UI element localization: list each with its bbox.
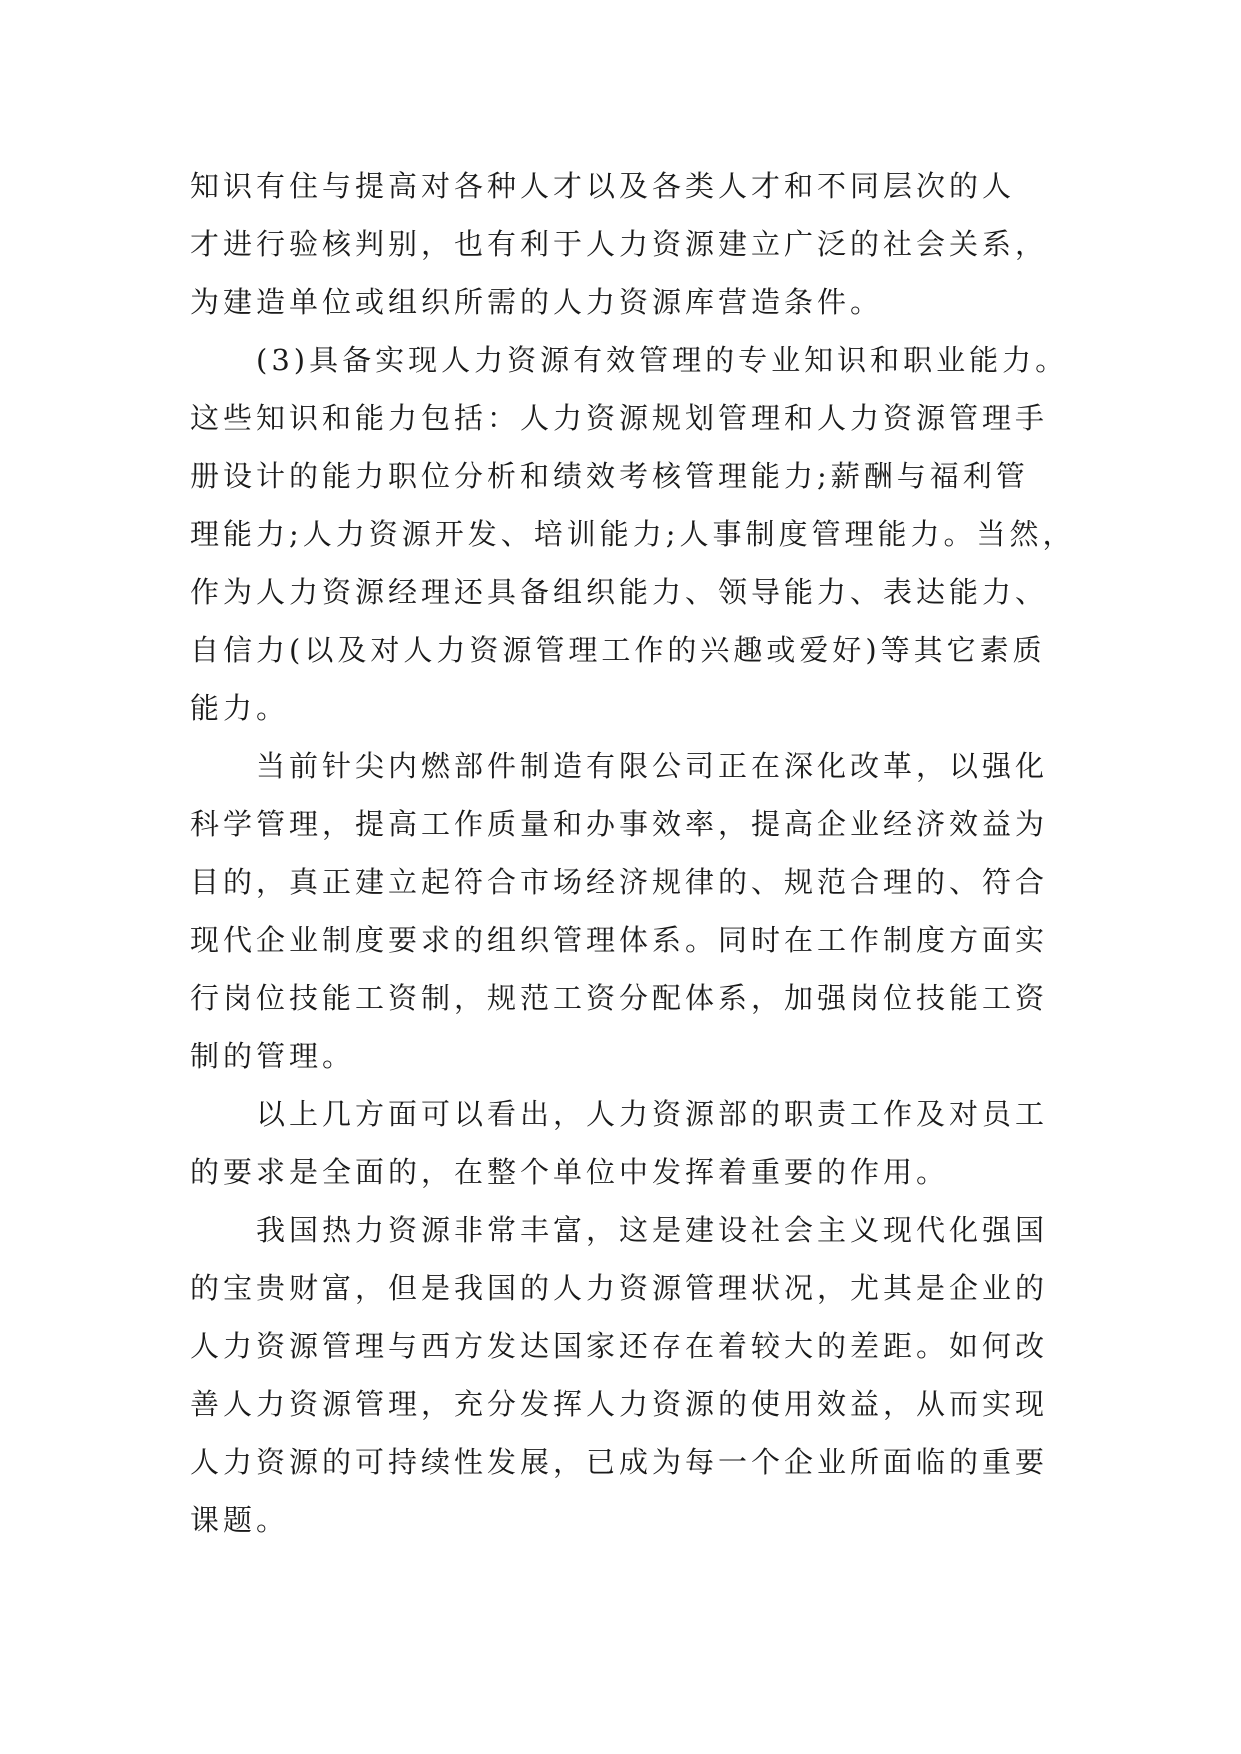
text-line: 以上几方面可以看出，人力资源部的职责工作及对员工	[256, 1097, 1049, 1131]
text-line: 现代企业制度要求的组织管理体系。同时在工作制度方面实	[190, 923, 1049, 957]
text-line: 才进行验核判别，也有利于人力资源建立广泛的社会关系，	[190, 227, 1049, 261]
text-line: 人力资源的可持续性发展，已成为每一个企业所面临的重要	[190, 1445, 1049, 1479]
text-line: (3)具备实现人力资源有效管理的专业知识和职业能力。	[256, 343, 1069, 377]
text-line: 作为人力资源经理还具备组织能力、领导能力、表达能力、	[190, 575, 1049, 609]
paragraph-national-hr-status	[190, 1201, 1060, 1549]
text-line: 科学管理，提高工作质量和办事效率，提高企业经济效益为	[190, 807, 1049, 841]
paragraph-company-reform	[190, 737, 1060, 1085]
text-line: 自信力(以及对人力资源管理工作的兴趣或爱好)等其它素质	[190, 633, 1046, 667]
text-line: 的宝贵财富，但是我国的人力资源管理状况，尤其是企业的	[190, 1271, 1049, 1305]
document-body	[190, 157, 1076, 1549]
text-line: 为建造单位或组织所需的人力资源库营造条件。	[190, 285, 884, 319]
text-line: 课题。	[190, 1503, 290, 1537]
text-line: 当前针尖内燃部件制造有限公司正在深化改革，以强化	[256, 749, 1049, 783]
text-line: 我国热力资源非常丰富，这是建设社会主义现代化强国	[256, 1213, 1049, 1247]
text-line: 人力资源管理与西方发达国家还存在着较大的差距。如何改	[190, 1329, 1049, 1363]
text-line: 善人力资源管理，充分发挥人力资源的使用效益，从而实现	[190, 1387, 1049, 1421]
text-line: 制的管理。	[190, 1039, 356, 1073]
paragraph-professional-abilities	[190, 331, 1076, 737]
text-line: 理能力;人力资源开发、培训能力;人事制度管理能力。当然，	[190, 517, 1076, 551]
text-line: 这些知识和能力包括：人力资源规划管理和人力资源管理手	[190, 401, 1049, 435]
text-line: 的要求是全面的，在整个单位中发挥着重要的作用。	[190, 1155, 950, 1189]
text-line: 知识有住与提高对各种人才以及各类人才和不同层次的人	[190, 169, 1016, 203]
text-line: 册设计的能力职位分析和绩效考核管理能力;薪酬与福利管	[190, 459, 1029, 493]
paragraph-hr-role-summary	[190, 1085, 1060, 1201]
text-line: 目的，真正建立起符合市场经济规律的、规范合理的、符合	[190, 865, 1049, 899]
text-line: 行岗位技能工资制，规范工资分配体系，加强岗位技能工资	[190, 981, 1049, 1015]
text-line: 能力。	[190, 691, 290, 725]
paragraph-talent-evaluation	[190, 157, 1060, 331]
